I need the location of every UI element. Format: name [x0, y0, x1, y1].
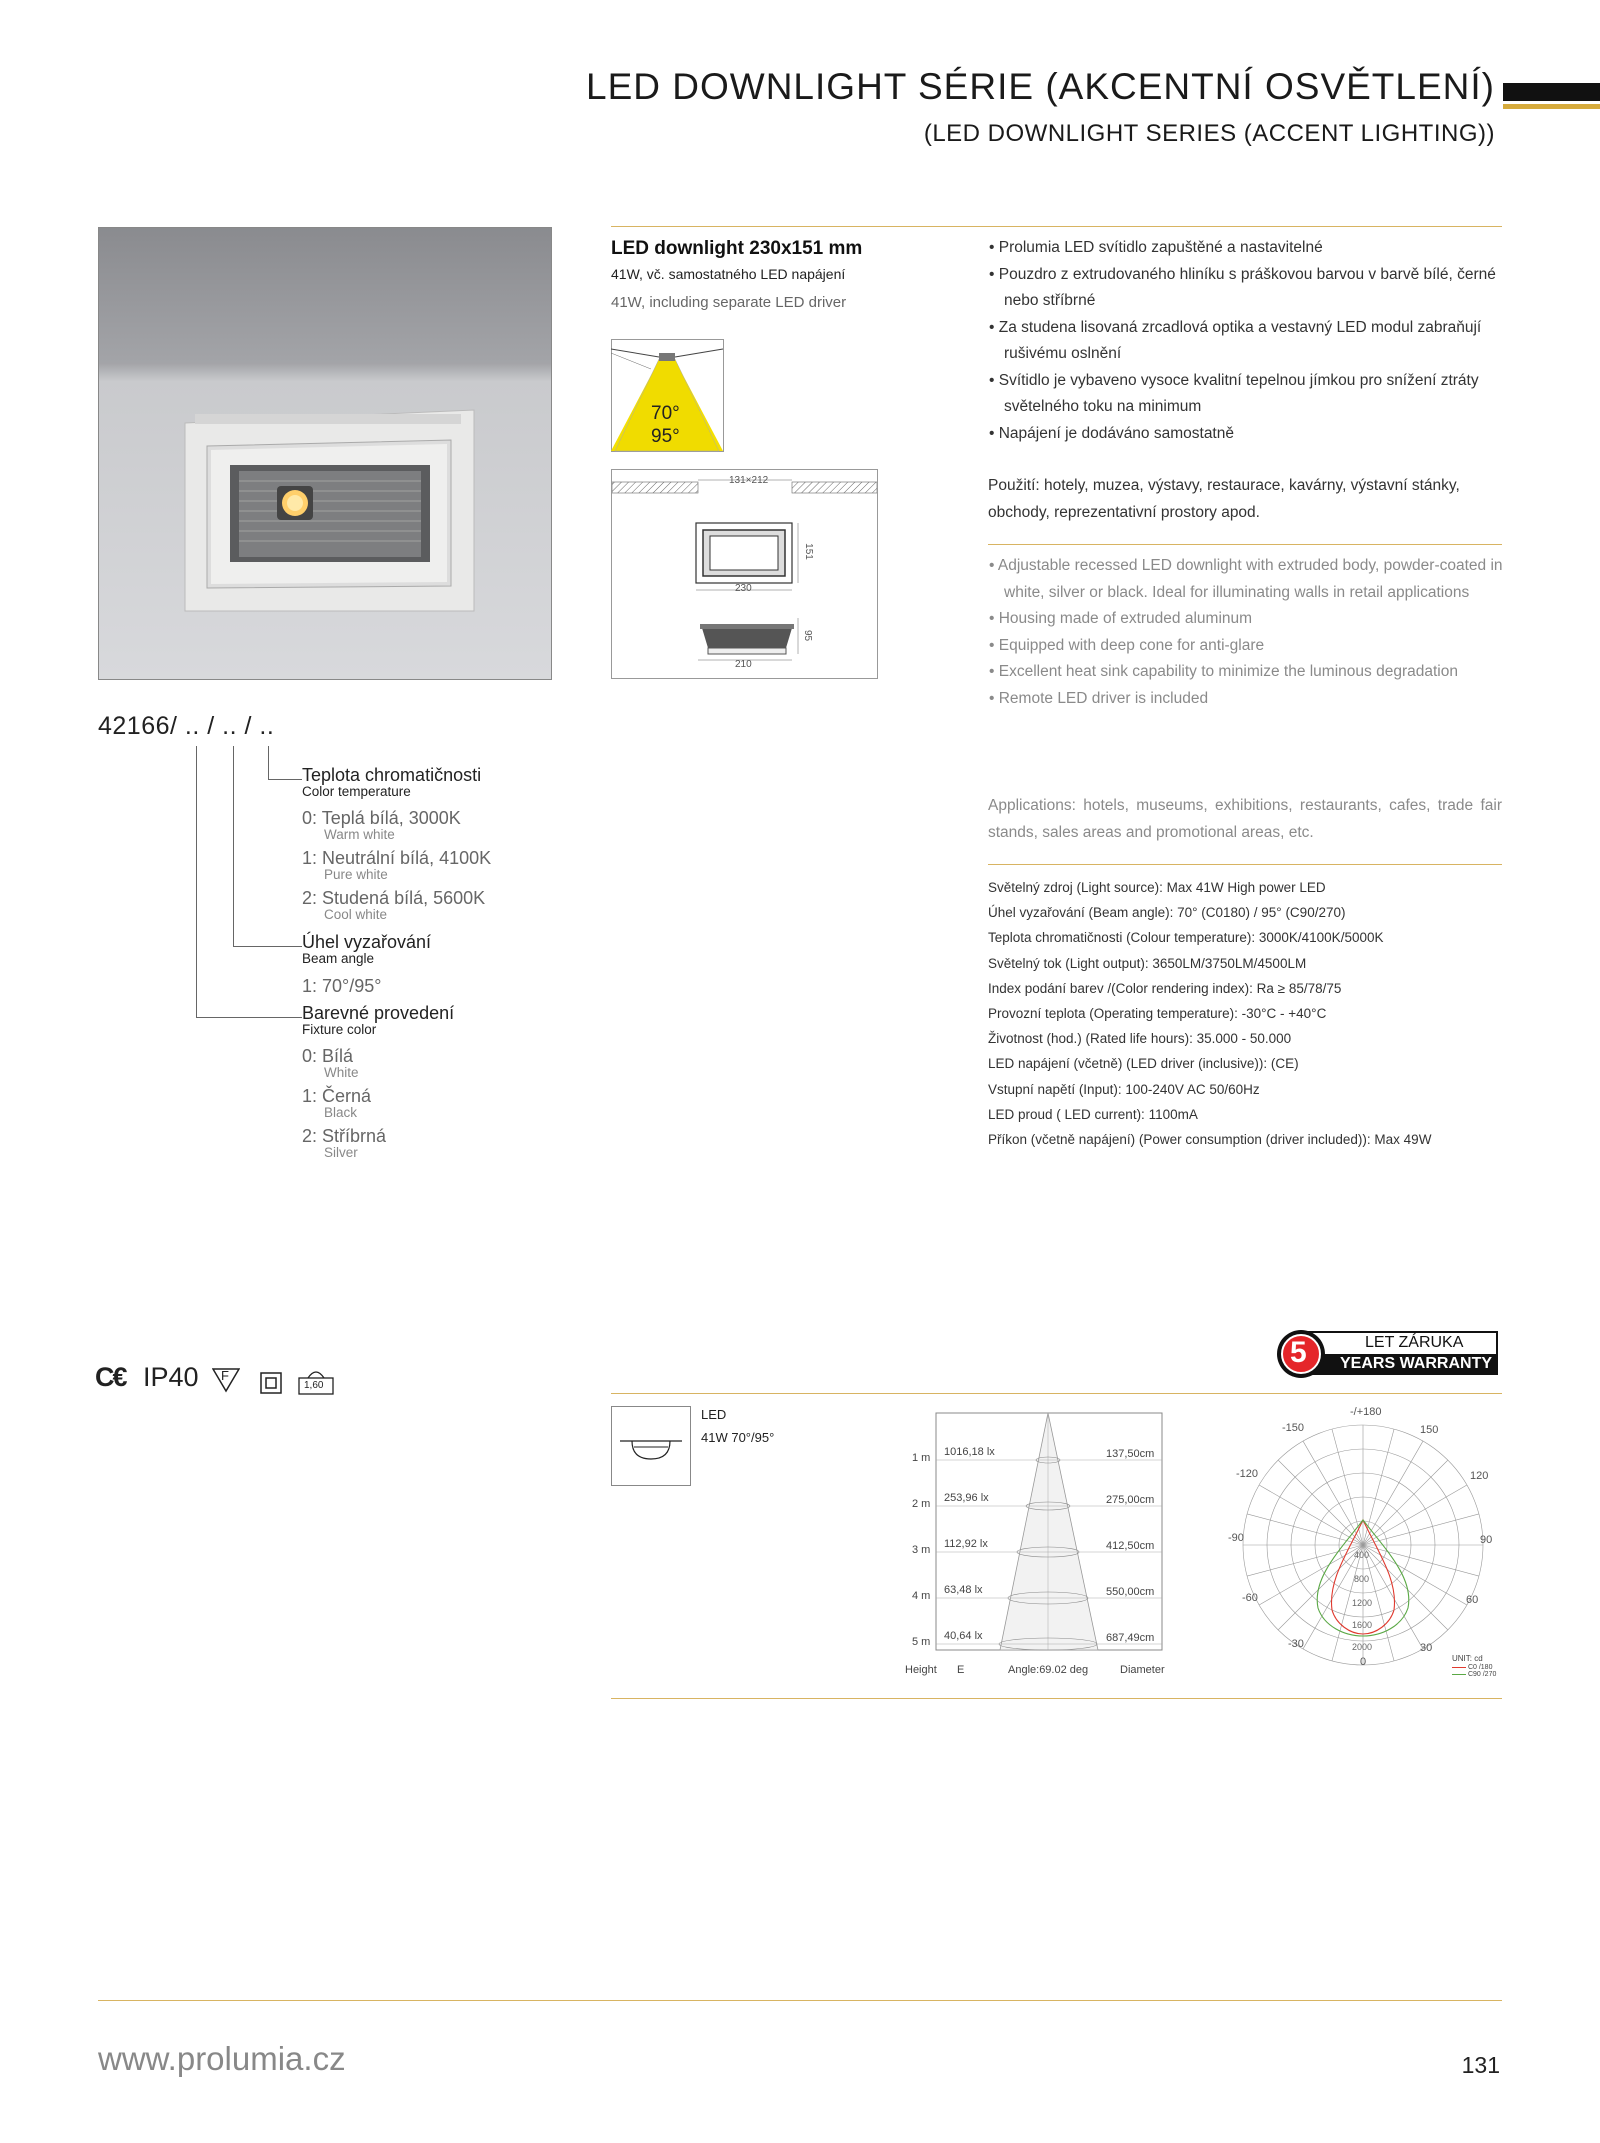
warranty-badge: [1277, 1330, 1499, 1378]
divider-cz-en: [988, 544, 1502, 545]
divider-photometric-top: [611, 1393, 1502, 1394]
polar-label: -30: [1288, 1638, 1304, 1650]
feature-cz: • Napájení je dodáváno samostatně: [985, 421, 1505, 448]
polar-spoke: [1259, 1485, 1363, 1545]
row-height: 2 m: [912, 1498, 931, 1510]
axis-angle: Angle:69.02 deg: [1008, 1664, 1089, 1676]
row-illuminance: 253,96 lx: [944, 1492, 989, 1504]
product-photo: [98, 227, 552, 680]
option-value-cz: 2: Stříbrná: [302, 1126, 387, 1146]
beam-95-label: 95°: [651, 426, 680, 447]
footer-divider: [98, 2000, 1502, 2001]
polar-label: 120: [1470, 1470, 1489, 1482]
axis-e: E: [957, 1664, 965, 1676]
feature-en: • Remote LED driver is included: [985, 686, 1505, 713]
axis-diameter: Diameter: [1120, 1664, 1165, 1676]
option-value-en: Silver: [324, 1145, 358, 1160]
option-value: [302, 1126, 386, 1160]
row-diameter: 137,50cm: [1106, 1448, 1155, 1460]
tree-line-color: [196, 746, 302, 1018]
page-subtitle: (LED DOWNLIGHT SERIES (ACCENT LIGHTING)): [923, 120, 1495, 147]
footer-url[interactable]: www.prolumia.cz: [98, 2040, 346, 2077]
polar-ring-label: 1200: [1352, 1598, 1373, 1608]
polar-spoke: [1247, 1514, 1363, 1545]
polar-ring-label: 800: [1354, 1574, 1370, 1584]
dim-cutout: 131×212: [729, 475, 769, 486]
polar-spoke: [1303, 1441, 1363, 1545]
option-value: [302, 1046, 359, 1080]
option-value-en: Pure white: [324, 867, 388, 882]
legend-c0: C0 /180: [1452, 1664, 1512, 1671]
usage-cz: Použití: hotely, muzea, výstavy, restaurace, kavárny, výstavní stánky, obchody, reprezentativní prostory apod.: [988, 477, 1460, 521]
axis-height: Height: [905, 1664, 937, 1676]
features-cz: [985, 235, 1505, 447]
polar-legend: [1452, 1664, 1512, 1686]
polar-spoke: [1363, 1545, 1467, 1605]
page-number: 131: [1461, 2052, 1500, 2078]
warranty-number: 5: [1290, 1336, 1307, 1369]
f-mark-label: F: [221, 1368, 229, 1383]
polar-label: 60: [1466, 1594, 1479, 1606]
polar-label: 30: [1420, 1642, 1433, 1654]
divider-top: [611, 226, 1502, 227]
spec-item: LED proud ( LED current): 1100mA: [988, 1106, 1198, 1122]
beam-70-label: 70°: [651, 403, 680, 424]
f-mark-icon: [212, 1367, 240, 1398]
row-height: 4 m: [912, 1590, 931, 1602]
option-value: [302, 848, 491, 882]
feature-en: • Excellent heat sink capability to minimize the luminous degradation: [985, 659, 1505, 686]
option-title: Barevné provedení: [302, 1003, 455, 1023]
legend-c90: C90 /270: [1452, 1671, 1512, 1678]
class-ii-icon: [260, 1372, 282, 1399]
row-diameter: 687,49cm: [1106, 1632, 1155, 1644]
dim-210: 210: [735, 659, 752, 670]
option-value-cz: 0: Bílá: [302, 1046, 354, 1066]
feature-en: • Adjustable recessed LED downlight with extruded body, powder-coated in white, silver or black. Ideal for illuminating walls in retail applications: [985, 553, 1505, 606]
option-value-cz: 1: Neutrální bílá, 4100K: [302, 848, 492, 868]
option-beam: [302, 932, 431, 966]
polar-label: -90: [1228, 1532, 1244, 1544]
polar-spoke: [1303, 1545, 1363, 1649]
features-en: [985, 553, 1505, 712]
row-illuminance: 63,48 lx: [944, 1584, 983, 1596]
product-sub-en: 41W, including separate LED driver: [611, 294, 847, 311]
polar-spoke: [1332, 1429, 1363, 1545]
polar-label: 90: [1480, 1534, 1493, 1546]
polar-spoke: [1247, 1545, 1363, 1576]
product-name: LED downlight 230x151 mm: [611, 238, 863, 259]
distance-icon: [298, 1366, 334, 1396]
polar-label: -60: [1242, 1592, 1258, 1604]
option-subtitle: Fixture color: [302, 1022, 377, 1037]
beam-angle-icon: [611, 339, 724, 452]
polar-label: -150: [1282, 1422, 1305, 1434]
row-height: 3 m: [912, 1544, 931, 1556]
spec-item: Teplota chromatičnosti (Colour temperature): 3000K/4100K/5000K: [988, 930, 1384, 946]
row-illuminance: 1016,18 lx: [944, 1446, 995, 1458]
divider-specs: [988, 864, 1502, 865]
option-value-en: Warm white: [324, 827, 395, 842]
certification-row: [95, 1362, 199, 1393]
polar-label: -/+180: [1350, 1406, 1382, 1418]
option-value-cz: 1: Černá: [302, 1086, 372, 1106]
dim-95: 95: [802, 629, 814, 642]
page-title: LED DOWNLIGHT SÉRIE (AKCENTNÍ OSVĚTLENÍ): [586, 66, 1495, 107]
illuminance-chart: [900, 1410, 1170, 1690]
polar-diagram: [1220, 1402, 1510, 1692]
option-subtitle: Beam angle: [302, 951, 375, 966]
spec-item: Příkon (včetně napájení) (Power consumption (driver included)): Max 49W: [988, 1132, 1432, 1148]
option-color-temp: [302, 765, 481, 799]
spec-list: [988, 875, 1431, 1152]
warranty-cz: LET ZÁRUKA: [1365, 1334, 1464, 1351]
fixture-side-icon: [611, 1406, 691, 1486]
polar-label: 150: [1420, 1424, 1439, 1436]
polar-ring-label: 2000: [1352, 1642, 1373, 1652]
option-value-en: White: [324, 1065, 359, 1080]
distance-label: 1,60: [304, 1380, 324, 1391]
divider-photometric-bottom: [611, 1698, 1502, 1699]
dimension-drawing: [611, 469, 878, 679]
row-diameter: 412,50cm: [1106, 1540, 1155, 1552]
option-value-en: Cool white: [324, 907, 388, 922]
option-value: [302, 1086, 371, 1120]
feature-en: • Housing made of extruded aluminum: [985, 606, 1505, 633]
option-title: Teplota chromatičnosti: [302, 765, 482, 785]
usage-en: Applications: hotels, museums, exhibitions, restaurants, cafes, trade fair stands, sales areas and promotional areas, etc.: [988, 797, 1502, 841]
option-value-en: Black: [324, 1105, 358, 1120]
spec-item: Světelný zdroj (Light source): Max 41W High power LED: [988, 880, 1326, 895]
feature-en: • Equipped with deep cone for anti-glare: [985, 633, 1505, 660]
polar-spoke: [1278, 1460, 1363, 1545]
option-value-cz: 2: Studená bílá, 5600K: [302, 888, 486, 908]
feature-cz: • Za studena lisovaná zrcadlová optika a vestavný LED modul zabraňují rušivému oslnění: [985, 315, 1505, 368]
polar-spoke: [1259, 1545, 1363, 1605]
polar-spoke: [1363, 1441, 1423, 1545]
header-bar-black: [1503, 83, 1600, 101]
header-bar-gold: [1503, 104, 1600, 109]
polar-spoke: [1278, 1545, 1363, 1630]
product-sub-cz: 41W, vč. samostatného LED napájení: [611, 266, 846, 282]
polar-spoke: [1363, 1545, 1479, 1576]
option-value-cz: 0: Teplá bílá, 3000K: [302, 808, 461, 828]
ce-mark-icon: C€: [95, 1362, 126, 1392]
polar-ring-label: 400: [1354, 1550, 1370, 1560]
spec-item: Životnost (hod.) (Rated life hours): 35.000 - 50.000: [988, 1031, 1292, 1047]
option-value: [302, 888, 485, 922]
spec-item: Index podání barev /(Color rendering index): Ra ≥ 85/78/75: [988, 980, 1342, 996]
row-diameter: 275,00cm: [1106, 1494, 1155, 1506]
order-code: 42166/ .. / .. / ..: [98, 712, 275, 740]
option-title: Úhel vyzařování: [302, 932, 432, 952]
option-value: [302, 976, 381, 997]
warranty-en: YEARS WARRANTY: [1340, 1355, 1493, 1372]
spec-item: Světelný tok (Light output): 3650LM/3750LM/4500LM: [988, 955, 1307, 971]
polar-spoke: [1363, 1545, 1423, 1649]
spec-item: Úhel vyzařování (Beam angle): 70° (C0180) / 95° (C90/270): [988, 905, 1346, 921]
polar-spoke: [1363, 1485, 1467, 1545]
feature-cz: • Svítidlo je vybaveno vysoce kvalitní tepelnou jímkou pro snížení ztráty světelného toku na minimum: [985, 368, 1505, 421]
polar-label: -120: [1236, 1468, 1259, 1480]
polar-spoke: [1363, 1545, 1448, 1630]
row-height: 5 m: [912, 1636, 931, 1648]
spec-item: Provozní teplota (Operating temperature): -30°C - +40°C: [988, 1006, 1327, 1022]
polar-ring-label: 1600: [1352, 1620, 1373, 1630]
polar-label: 0: [1360, 1656, 1367, 1668]
spec-item: Vstupní napětí (Input): 100-240V AC 50/60Hz: [988, 1081, 1260, 1097]
polar-spoke: [1363, 1514, 1479, 1545]
row-illuminance: 40,64 lx: [944, 1630, 983, 1642]
feature-cz: • Pouzdro z extrudovaného hliníku s práškovou barvou v barvě bílé, černé nebo stříbrné: [985, 262, 1505, 315]
polar-unit: UNIT: cd: [1452, 1654, 1483, 1663]
option-value-cz: 1: 70°/95°: [302, 976, 382, 996]
option-value: [302, 808, 461, 842]
feature-cz: • Prolumia LED svítidlo zapuštěné a nastavitelné: [985, 235, 1505, 262]
led-sub: 41W 70°/95°: [701, 1430, 775, 1445]
row-illuminance: 112,92 lx: [944, 1538, 988, 1550]
polar-spoke: [1363, 1460, 1448, 1545]
option-fixture: [302, 1003, 454, 1037]
ip-rating: IP40: [143, 1362, 199, 1392]
dim-230: 230: [735, 583, 752, 594]
row-diameter: 550,00cm: [1106, 1586, 1155, 1598]
spec-item: LED napájení (včetně) (LED driver (inclusive)): (CE): [988, 1056, 1299, 1072]
dim-151: 151: [802, 543, 814, 560]
option-subtitle: Color temperature: [302, 784, 411, 799]
led-label: LED: [701, 1407, 727, 1422]
row-height: 1 m: [912, 1452, 931, 1464]
polar-spoke: [1363, 1429, 1394, 1545]
